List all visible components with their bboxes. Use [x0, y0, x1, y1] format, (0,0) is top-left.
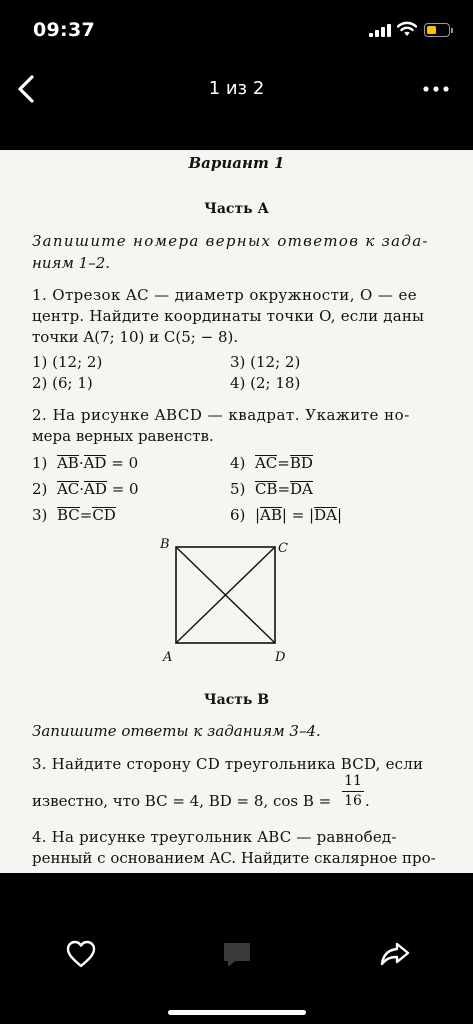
task3-fraction: [342, 772, 364, 811]
task1-option: 4) (2; 18): [230, 374, 301, 392]
task2-option-6: 6) |AB| = |DA|: [230, 506, 343, 524]
page-counter: 1 из 2: [208, 78, 265, 99]
figure-label-d: D: [275, 650, 286, 665]
figure-label-b: B: [160, 537, 170, 552]
battery-icon: [424, 23, 450, 37]
instruction-a-line2: ниям 1–2.: [32, 254, 111, 272]
part-a-heading: Часть А: [204, 201, 269, 217]
task1-line2: центр. Найдите координаты точки O, если даны: [32, 307, 425, 325]
more-icon[interactable]: [420, 77, 452, 101]
task4-line1: 4. На рисунке треугольник ABC — равнобед-: [32, 828, 397, 846]
fraction-denominator: 16: [344, 793, 362, 809]
battery-cap: [451, 28, 453, 33]
variant-heading: Вариант 1: [188, 154, 285, 172]
instruction-a-line1: Запишите номера верных ответов к зада-: [32, 232, 429, 250]
heart-icon[interactable]: [64, 938, 98, 970]
status-bar: [0, 0, 473, 60]
comment-icon[interactable]: [220, 938, 254, 970]
task1-line3: точки A(7; 10) и C(5; − 8).: [32, 328, 239, 346]
instruction-b: Запишите ответы к заданиям 3–4.: [32, 722, 321, 740]
figure-label-c: C: [278, 541, 288, 556]
task1-option: 1) (12; 2): [32, 353, 103, 371]
wifi-icon: [397, 21, 417, 37]
task3-line1: 3. Найдите сторону CD треугольника BCD, если: [32, 755, 424, 773]
nav-bar: [0, 60, 473, 120]
task2-line2: мера верных равенств.: [32, 427, 214, 445]
signal-icon: [369, 24, 391, 37]
document-photo: [0, 150, 473, 873]
task2-line1: 2. На рисунке ABCD — квадрат. Укажите но-: [32, 406, 410, 424]
task2-option-1: 1) AB·AD = 0: [32, 454, 139, 472]
task3-line2: известно, что BC = 4, BD = 8, cos B =: [32, 792, 332, 810]
fraction-numerator: 11: [342, 772, 364, 792]
task2-option-2: 2) AC·AD = 0: [32, 480, 139, 498]
task3-period: .: [365, 792, 370, 810]
figure-label-a: A: [163, 650, 173, 665]
task2-option-5: 5) CB=DA: [230, 480, 313, 498]
task2-option-3: 3) BC=CD: [32, 506, 116, 524]
task1-option: 2) (6; 1): [32, 374, 93, 392]
square-abcd-figure: [150, 533, 310, 668]
bottom-toolbar: [0, 930, 473, 990]
task1-option: 3) (12; 2): [230, 353, 301, 371]
task4-line2: ренный с основанием AC. Найдите скалярное про-: [32, 849, 436, 867]
task2-option-4: 4) AC=BD: [230, 454, 313, 472]
task1-line1: 1. Отрезок AC — диаметр окружности, O — ее: [32, 286, 418, 304]
status-time: 09:37: [33, 19, 95, 41]
part-b-heading: Часть B: [203, 692, 270, 708]
share-icon[interactable]: [378, 938, 412, 970]
home-indicator: [168, 1010, 306, 1015]
